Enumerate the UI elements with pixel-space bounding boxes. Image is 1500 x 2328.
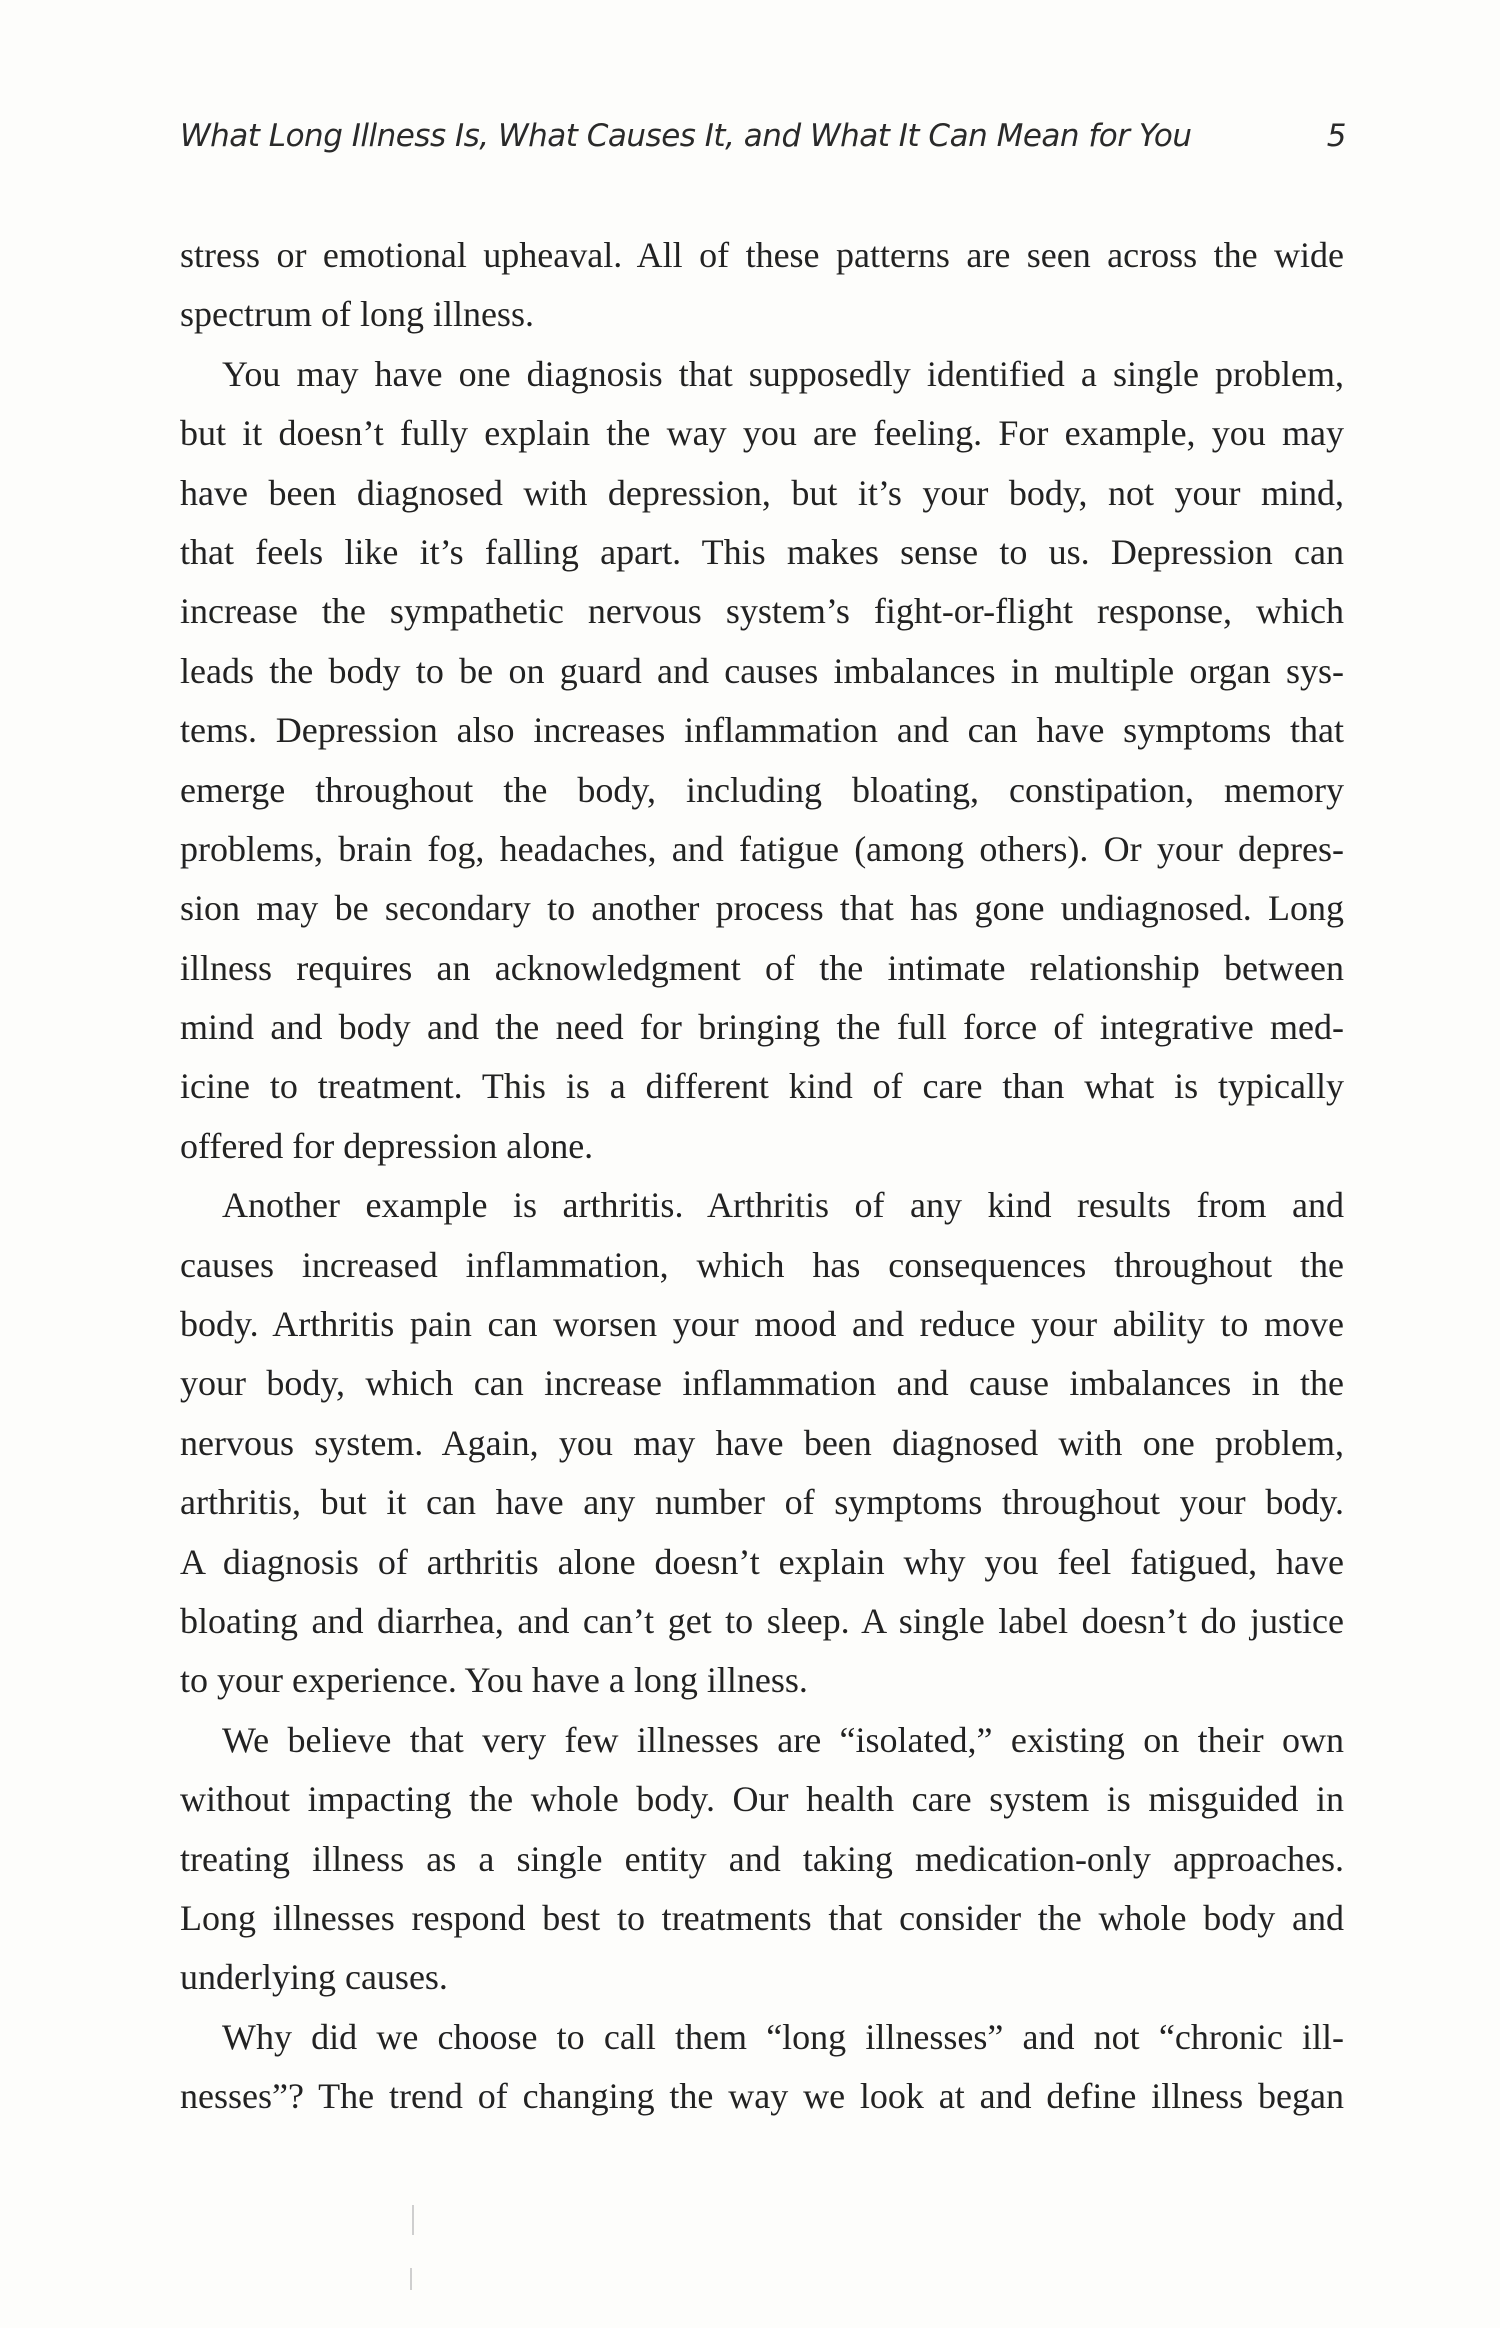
text-line: arthritis, but it can have any number of symptoms throughout your body.	[180, 1482, 1344, 1523]
text-line: causes increased inflammation, which has consequences throughout the	[180, 1244, 1344, 1285]
text-line: Why did we choose to call them “long illnesses” and not “chronic ill-	[222, 2016, 1344, 2057]
text-line: icine to treatment. This is a different kind of care than what is typically	[180, 1066, 1344, 1107]
text-line: emerge throughout the body, including bloating, constipation, memory	[180, 769, 1344, 810]
text-line: tems. Depression also increases inflammation and can have symptoms that	[180, 710, 1344, 751]
text-line: You may have one diagnosis that supposedly identified a single problem,	[222, 353, 1344, 394]
text-line: spectrum of long illness.	[180, 294, 534, 335]
text-line: nervous system. Again, you may have been diagnosed with one problem,	[180, 1422, 1344, 1463]
text-line: offered for depression alone.	[180, 1125, 594, 1166]
text-line: leads the body to be on guard and causes imbalances in multiple organ sys-	[180, 650, 1344, 691]
text-line: problems, brain fog, headaches, and fatigue (among others). Or your depres-	[180, 828, 1344, 869]
text-line: A diagnosis of arthritis alone doesn’t explain why you feel fatigued, have	[180, 1541, 1344, 1582]
scan-artifact	[410, 2268, 412, 2290]
text-line: stress or emotional upheaval. All of these patterns are seen across the wide	[180, 235, 1344, 275]
text-line: increase the sympathetic nervous system’s fight-or-flight response, which	[180, 591, 1344, 632]
scan-artifact	[412, 2205, 414, 2235]
text-line: illness requires an acknowledgment of the intimate relationship between	[180, 947, 1344, 988]
text-line: We believe that very few illnesses are “isolated,” existing on their own	[222, 1719, 1344, 1760]
text-line: treating illness as a single entity and taking medication-only approaches.	[180, 1838, 1344, 1879]
body-text	[180, 226, 1344, 2127]
text-line: sion may be secondary to another process that has gone undiagnosed. Long	[180, 888, 1344, 929]
running-title: What Long Illness Is, What Causes It, and What It Can Mean for You	[180, 118, 1192, 154]
text-line: but it doesn’t fully explain the way you are feeling. For example, you may	[180, 413, 1344, 454]
text-line: Another example is arthritis. Arthritis of any kind results from and	[222, 1185, 1344, 1226]
page-number: 5	[1326, 118, 1346, 154]
running-header	[180, 118, 1346, 168]
text-line: have been diagnosed with depression, but it’s your body, not your mind,	[180, 472, 1344, 513]
text-line: without impacting the whole body. Our health care system is misguided in	[180, 1779, 1344, 1820]
text-line: underlying causes.	[180, 1957, 448, 1998]
text-line: bloating and diarrhea, and can’t get to sleep. A single label doesn’t do justice	[180, 1600, 1344, 1641]
text-line: that feels like it’s falling apart. This makes sense to us. Depression can	[180, 531, 1344, 572]
text-line: mind and body and the need for bringing the full force of integrative med-	[180, 1007, 1344, 1048]
text-line: Long illnesses respond best to treatments that consider the whole body and	[180, 1897, 1344, 1938]
text-line: body. Arthritis pain can worsen your mood and reduce your ability to move	[180, 1304, 1344, 1345]
text-line: nesses”? The trend of changing the way we look at and define illness began	[180, 2076, 1344, 2117]
text-line: your body, which can increase inflammation and cause imbalances in the	[180, 1363, 1344, 1404]
text-line: to your experience. You have a long illness.	[180, 1660, 808, 1701]
